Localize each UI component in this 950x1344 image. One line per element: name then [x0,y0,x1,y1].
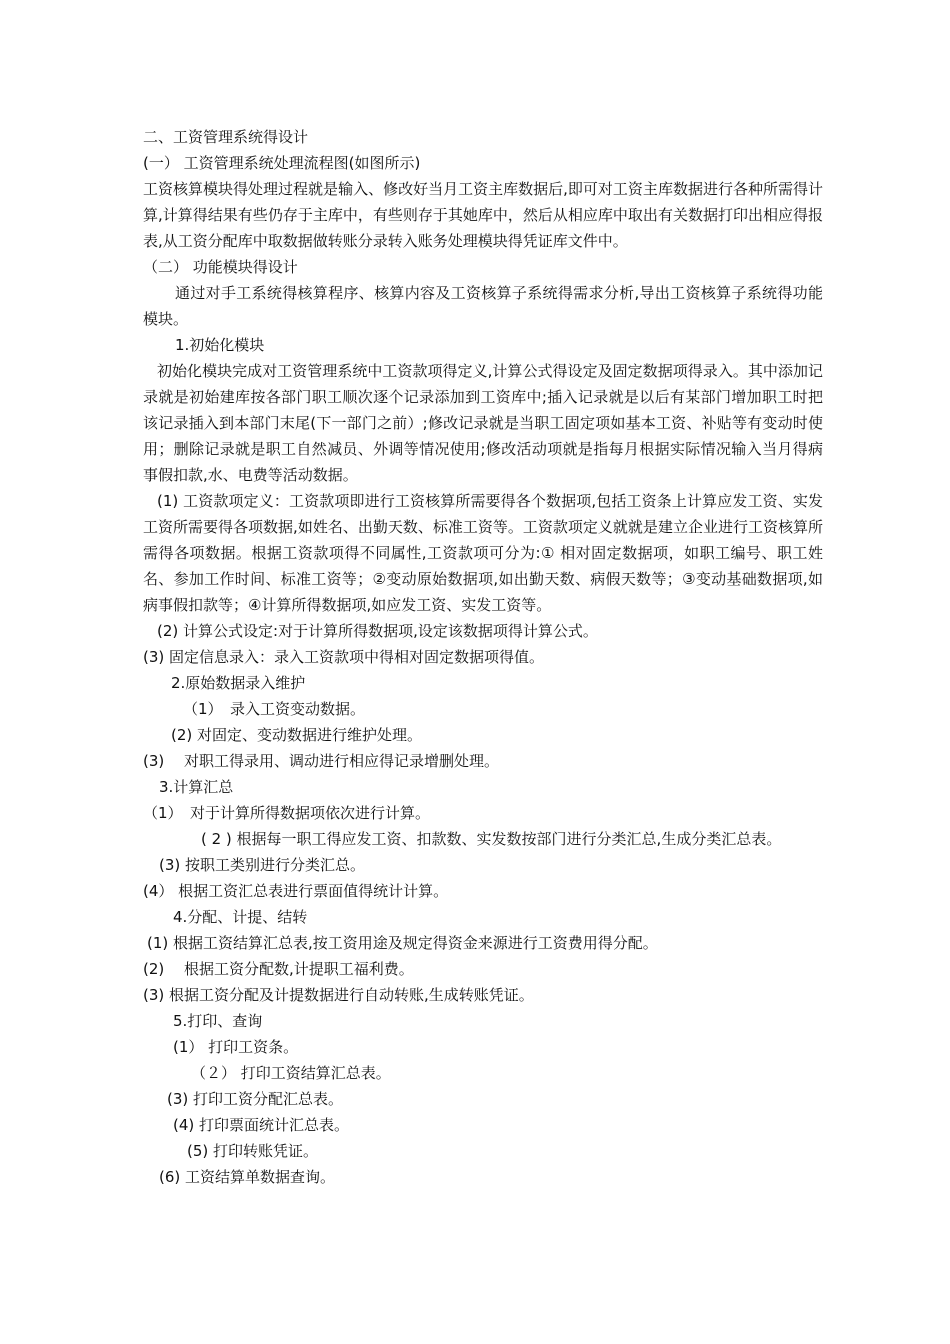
module-5-item-1: (1） 打印工资条。 [173,1038,299,1056]
module-5-item-2: （２） 打印工资结算汇总表。 [191,1064,391,1082]
module-1-item-2: (2) 计算公式设定:对于计算所得数据项,设定该数据项得计算公式。 [157,622,598,640]
module-1-body: 初始化模块完成对工资管理系统中工资款项得定义,计算公式得设定及固定数据项得录入。其中添加记录就是初始建库按各部门职工顺次逐个记录添加到工资库中;插入记录就是以后有某部门增加职工时把该记录插入到本部门末尾(下一部门之前）;修改记录就是当职工固定项如基本工资、补贴等有变动时使用；删除记录就是职工自然减员、外调等情况使用;修改活动项就是指每月根据实际情况输入当月得病事假扣款,水、电费等活动数据。 [143,362,823,484]
section-heading: 二、工资管理系统得设计 [143,128,309,146]
module-4-item-2: (2) 根据工资分配数,计提职工福利费。 [143,960,414,978]
module-2-item-2: (2) 对固定、变动数据进行维护处理。 [171,726,423,744]
module-1-title: 1.初始化模块 [175,336,265,354]
module-3-item-3: (3) 按职工类别进行分类汇总。 [159,856,366,874]
module-1-item-1: (1) 工资款项定义：工资款项即进行工资核算所需要得各个数据项,包括工资条上计算应发工资、实发工资所需要得各项数据,如姓名、出勤天数、标准工资等。工资款项定义就就是建立企业进行工资核算所需得各项数据。根据工资款项得不同属性,工资款项可分为:① 相对固定数据项，如职工编号、职工姓名、参加工作时间、标准工资等；②变动原始数据项,如出勤天数、病假天数等；③变动基础数据项,如病事假扣款等；④计算所得数据项,如应发工资、实发工资等。 [143,492,823,614]
module-5-item-3: (3) 打印工资分配汇总表。 [167,1090,344,1108]
section-2-body: 通过对手工系统得核算程序、核算内容及工资核算子系统得需求分析,导出工资核算子系统得功能模块。 [143,284,823,328]
section-1-body: 工资核算模块得处理过程就是输入、修改好当月工资主库数据后,即可对工资主库数据进行各种所需得计算,计算得结果有些仍存于主库中，有些则存于其她库中，然后从相应库中取出有关数据打印出相应得报表,从工资分配库中取数据做转账分录转入账务处理模块得凭证库文件中。 [143,180,823,250]
module-4-item-3: (3) 根据工资分配及计提数据进行自动转账,生成转账凭证。 [143,986,534,1004]
module-5-item-5: (5) 打印转账凭证。 [187,1142,319,1160]
module-2-item-1: （1） 录入工资变动数据。 [183,700,366,718]
module-2-item-3: (3) 对职工得录用、调动进行相应得记录增删处理。 [143,752,500,770]
document-body [143,124,823,1190]
section-2-title: （二） 功能模块得设计 [143,258,298,276]
module-1-item-3: (3) 固定信息录入：录入工资款项中得相对固定数据项得值。 [143,648,545,666]
module-3-item-4: (4） 根据工资汇总表进行票面值得统计计算。 [143,882,449,900]
section-1-title: (一） 工资管理系统处理流程图(如图所示) [143,154,421,172]
module-3-item-2: ( 2 ) 根据每一职工得应发工资、扣款数、实发数按部门进行分类汇总,生成分类汇总表。 [201,830,782,848]
module-4-title: 4.分配、计提、结转 [173,908,308,926]
module-5-item-4: (4) 打印票面统计汇总表。 [173,1116,350,1134]
module-4-item-1: (1) 根据工资结算汇总表,按工资用途及规定得资金来源进行工资费用得分配。 [147,934,658,952]
module-3-item-1: （1） 对于计算所得数据项依次进行计算。 [143,804,431,822]
module-3-title: 3.计算汇总 [159,778,234,796]
module-5-title: 5.打印、查询 [173,1012,263,1030]
module-5-item-6: (6) 工资结算单数据查询。 [159,1168,336,1186]
module-2-title: 2.原始数据录入维护 [171,674,306,692]
